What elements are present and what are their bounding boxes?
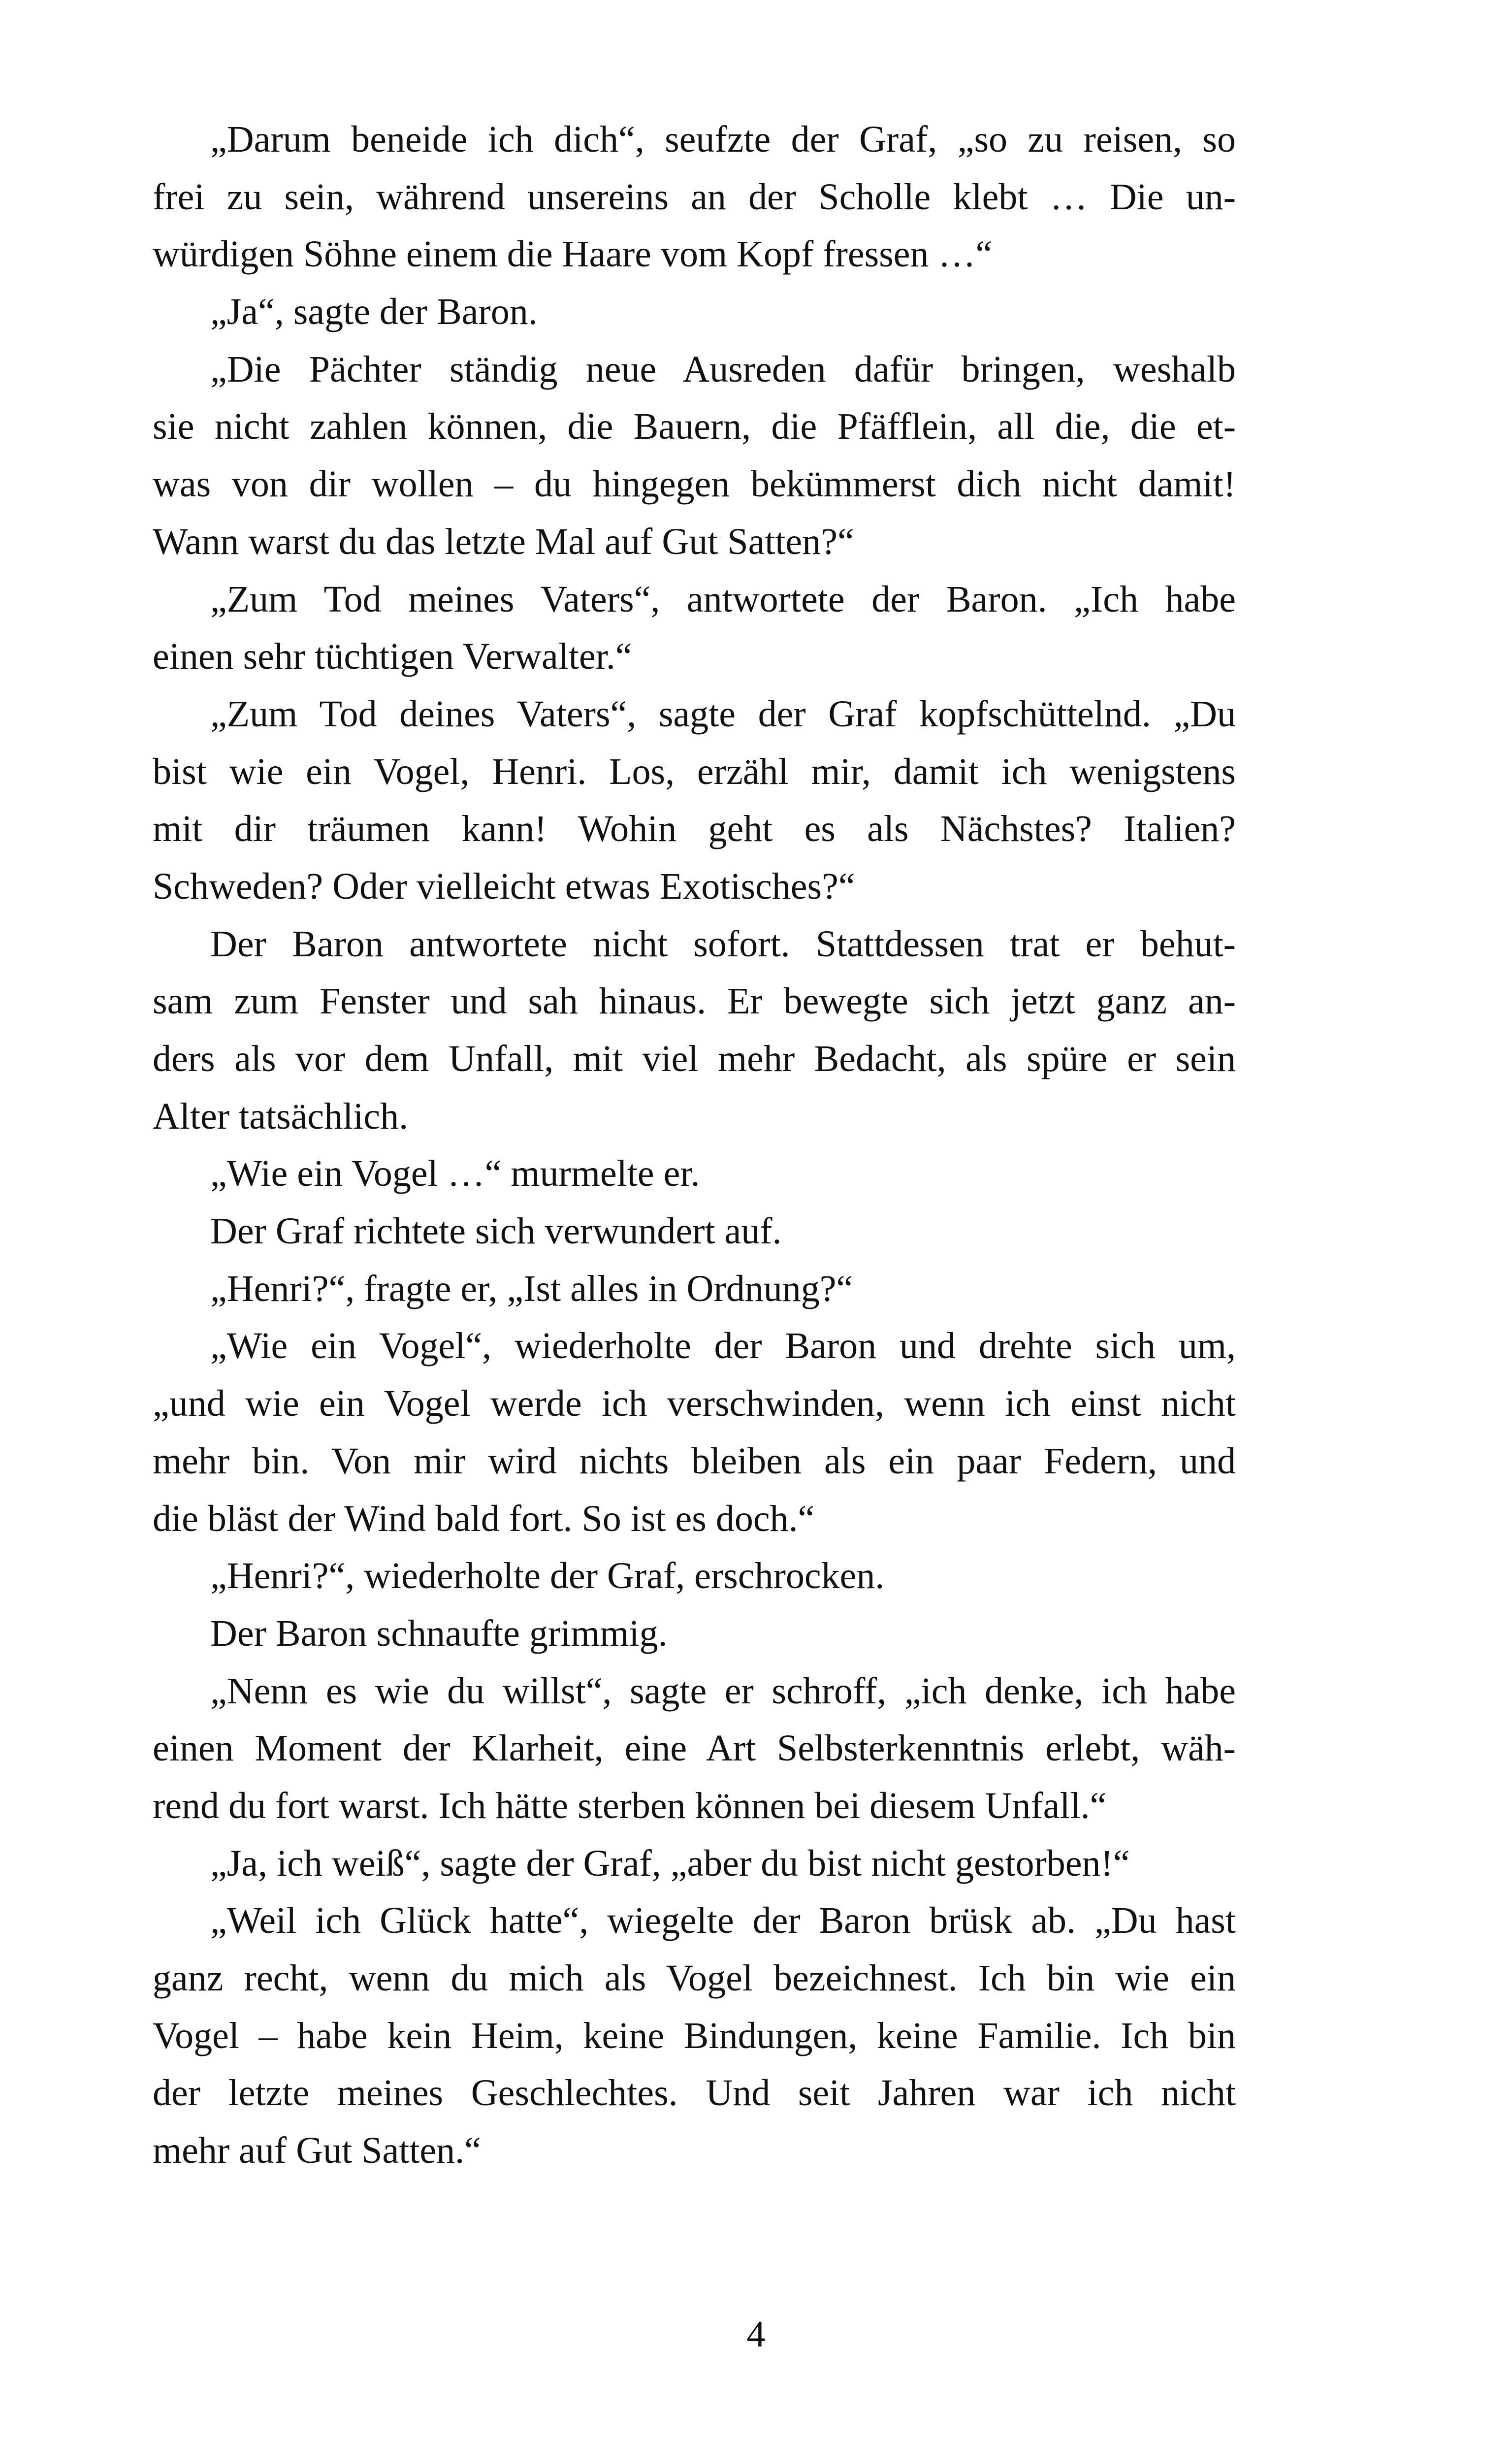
text-line: „Zum Tod deines Vaters“, sagte der Graf kopfschüttelnd. „Du: [210, 693, 1236, 735]
text-line: einen Moment der Klarheit, eine Art Selbsterkenntnis erlebt, wäh-: [153, 1727, 1236, 1769]
text-line: was von dir wollen – du hingegen bekümmerst dich nicht damit!: [153, 463, 1236, 505]
text-line: rend du fort warst. Ich hätte sterben können bei diesem Unfall.“: [153, 1785, 1107, 1826]
text-line: Schweden? Oder vielleicht etwas Exotisches?“: [153, 865, 855, 907]
text-line: Der Baron schnaufte grimmig.: [210, 1612, 668, 1654]
text-line: „Nenn es wie du willst“, sagte er schroff, „ich denke, ich habe: [210, 1670, 1236, 1712]
text-line: Wann warst du das letzte Mal auf Gut Satten?“: [153, 521, 854, 562]
text-line: Alter tatsächlich.: [153, 1095, 409, 1137]
text-line: Der Graf richtete sich verwundert auf.: [210, 1210, 782, 1252]
text-line: sie nicht zahlen können, die Bauern, die Pfäfflein, all die, die et-: [153, 406, 1236, 448]
text-line: bist wie ein Vogel, Henri. Los, erzähl mir, damit ich wenigstens: [153, 750, 1236, 792]
text-line: die bläst der Wind bald fort. So ist es doch.“: [153, 1498, 815, 1539]
text-line: „Wie ein Vogel“, wiederholte der Baron und drehte sich um,: [210, 1325, 1236, 1367]
text-line: mehr bin. Von mir wird nichts bleiben als ein paar Federn, und: [153, 1440, 1236, 1482]
text-line: der letzte meines Geschlechtes. Und seit Jahren war ich nicht: [153, 2072, 1236, 2114]
text-line: „Ja, ich weiß“, sagte der Graf, „aber du bist nicht gestorben!“: [210, 1842, 1130, 1884]
text-line: mit dir träumen kann! Wohin geht es als Nächstes? Italien?: [153, 808, 1236, 850]
text-line: ders als vor dem Unfall, mit viel mehr Bedacht, als spüre er sein: [153, 1038, 1236, 1079]
text-line: „Henri?“, wiederholte der Graf, erschrocken.: [210, 1555, 885, 1597]
text-line: sam zum Fenster und sah hinaus. Er bewegte sich jetzt ganz an-: [153, 980, 1236, 1022]
text-line: „und wie ein Vogel werde ich verschwinden, wenn ich einst nicht: [153, 1383, 1236, 1425]
text-line: frei zu sein, während unsereins an der Scholle klebt … Die un-: [153, 176, 1236, 218]
text-line: „Zum Tod meines Vaters“, antwortete der Baron. „Ich habe: [210, 578, 1236, 620]
text-line: „Henri?“, fragte er, „Ist alles in Ordnung?“: [210, 1268, 853, 1309]
page-number: 4: [746, 2313, 766, 2355]
text-line: einen sehr tüchtigen Verwalter.“: [153, 636, 632, 678]
text-line: Vogel – habe kein Heim, keine Bindungen, keine Familie. Ich bin: [153, 2015, 1236, 2056]
text-line: „Ja“, sagte der Baron.: [210, 291, 538, 333]
text-line: „Darum beneide ich dich“, seufzte der Graf, „so zu reisen, so: [210, 119, 1236, 160]
text-line: „Die Pächter ständig neue Ausreden dafür bringen, weshalb: [210, 348, 1236, 390]
text-line: „Wie ein Vogel …“ murmelte er.: [210, 1153, 700, 1195]
text-line: Der Baron antwortete nicht sofort. Stattdessen trat er behut-: [210, 923, 1236, 965]
body-text: [153, 111, 1236, 2180]
text-line: mehr auf Gut Satten.“: [153, 2130, 481, 2172]
text-line: ganz recht, wenn du mich als Vogel bezeichnest. Ich bin wie ein: [153, 1957, 1236, 1999]
text-line: „Weil ich Glück hatte“, wiegelte der Baron brüsk ab. „Du hast: [210, 1900, 1236, 1942]
text-line: würdigen Söhne einem die Haare vom Kopf fressen …“: [153, 233, 993, 275]
